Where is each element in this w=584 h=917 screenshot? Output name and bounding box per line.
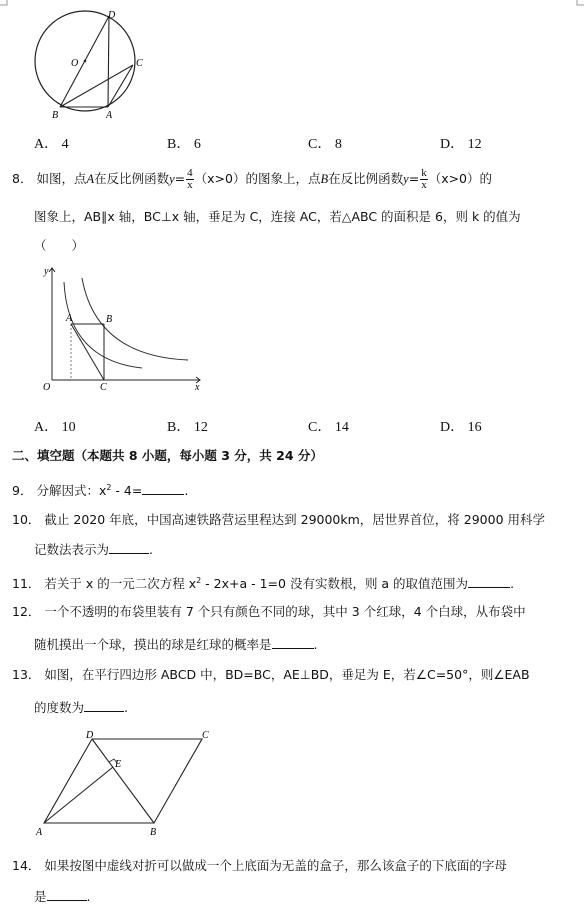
q13-label-b: B [150, 827, 157, 838]
q14-line2: 是 . [34, 889, 91, 904]
q8-label-a: A [66, 313, 73, 324]
q8-label-y: y [44, 266, 49, 277]
q13-parallelogram-figure [30, 727, 230, 843]
q7-circle-figure [22, 6, 152, 126]
q8-graph-figure [30, 262, 210, 397]
q9-answer-blank[interactable] [142, 482, 184, 495]
q11-answer-blank[interactable] [468, 575, 510, 588]
q8-option-d: D． 16 [440, 420, 482, 435]
q8-option-b: B． 12 [167, 420, 208, 435]
q12-answer-blank[interactable] [272, 636, 314, 649]
q8-answer-paren: （ ） [34, 238, 85, 253]
q14-answer-blank[interactable] [47, 888, 87, 901]
q12-line2: 随机摸出一个球，摸出的球是红球的概率是 . [34, 637, 318, 652]
q7-label-a: A [106, 110, 113, 121]
q9-line: 9． 分解因式：$x^2 - 4=$ . [12, 483, 189, 499]
q13-label-e: E [115, 759, 122, 770]
section-title-fill-in: 二、填空题（本题共 8 小题，每小题 3 分，共 24 分） [12, 448, 323, 463]
q12-line1: 12． 一个不透明的布袋里装有 7 个只有颜色不同的球，其中 3 个红球，4 个白球，从布袋中 [12, 604, 526, 619]
q11-line: 11． 若关于 x 的一元二次方程 $x^2 - 2x+a - 1=0$ 没有实数根，则 a 的取值范围为 . [12, 576, 515, 592]
q7-option-d: D． 12 [440, 137, 482, 152]
q8-fraction-k-over-x: $\frac{k}{x}$ [421, 167, 427, 191]
q10-line2: 记数法表示为 . [34, 542, 153, 557]
q8-line2: 图象上，AB∥x 轴，BC⊥x 轴，垂足为 C，连接 AC，若△ABC 的面积是 6，则 k 的值为 [34, 209, 521, 224]
corner-mark-right [576, 0, 584, 6]
q7-label-b: B [52, 110, 59, 121]
q8-segment-ac [71, 324, 104, 380]
q8-curve-y-k-over-x [82, 278, 188, 360]
q13-line1: 13． 如图，在平行四边形 ABCD 中，BD=BC，AE⊥BD，垂足为 E，若∠C=50°，则∠EAB [12, 667, 530, 682]
q10-line1: 10． 截止 2020 年底，中国高速铁路营运里程达到 29000km，居世界首位，将 29000 用科学 [12, 512, 546, 527]
q8-option-a: A． 10 [34, 420, 76, 435]
q8-label-o: O [43, 382, 51, 393]
q8-line1: 8． 如图，点A在反比例函数y= $\frac{4}{x}$ （x>0）的图象上，点B在反比例函数y= $\frac{k}{x}$ （x>0）的 [12, 167, 493, 191]
q13-segment-ae [44, 767, 113, 823]
q13-answer-blank[interactable] [84, 699, 124, 712]
corner-mark-left [0, 0, 8, 6]
q8-option-c: C． 14 [308, 420, 349, 435]
q8-fraction-4-over-x: $\frac{4}{x}$ [187, 167, 193, 191]
q7-option-a: A． 4 [34, 137, 69, 152]
q8-label-x: x [195, 382, 200, 393]
q7-segment-da [108, 16, 109, 107]
q14-line1: 14． 如果按图中虚线对折可以做成一个上底面为无盖的盒子，那么该盒子的下底面的字母 [12, 858, 507, 873]
q10-answer-blank[interactable] [109, 541, 149, 554]
q13-line2: 的度数为 . [34, 700, 128, 715]
q8-label-b: B [106, 314, 113, 325]
q7-option-c: C． 8 [308, 137, 342, 152]
q7-option-b: B． 6 [167, 137, 201, 152]
q7-label-o: O [71, 58, 79, 69]
q13-diagonal-bd [92, 739, 154, 823]
q13-label-a: A [36, 827, 43, 838]
q8-label-c: C [100, 382, 107, 393]
q7-label-d: D [108, 10, 116, 21]
q7-center-point [84, 60, 87, 63]
q7-label-c: C [136, 58, 143, 69]
q13-label-c: C [202, 730, 209, 741]
q13-label-d: D [86, 730, 94, 741]
q7-segment-ac [108, 65, 133, 107]
